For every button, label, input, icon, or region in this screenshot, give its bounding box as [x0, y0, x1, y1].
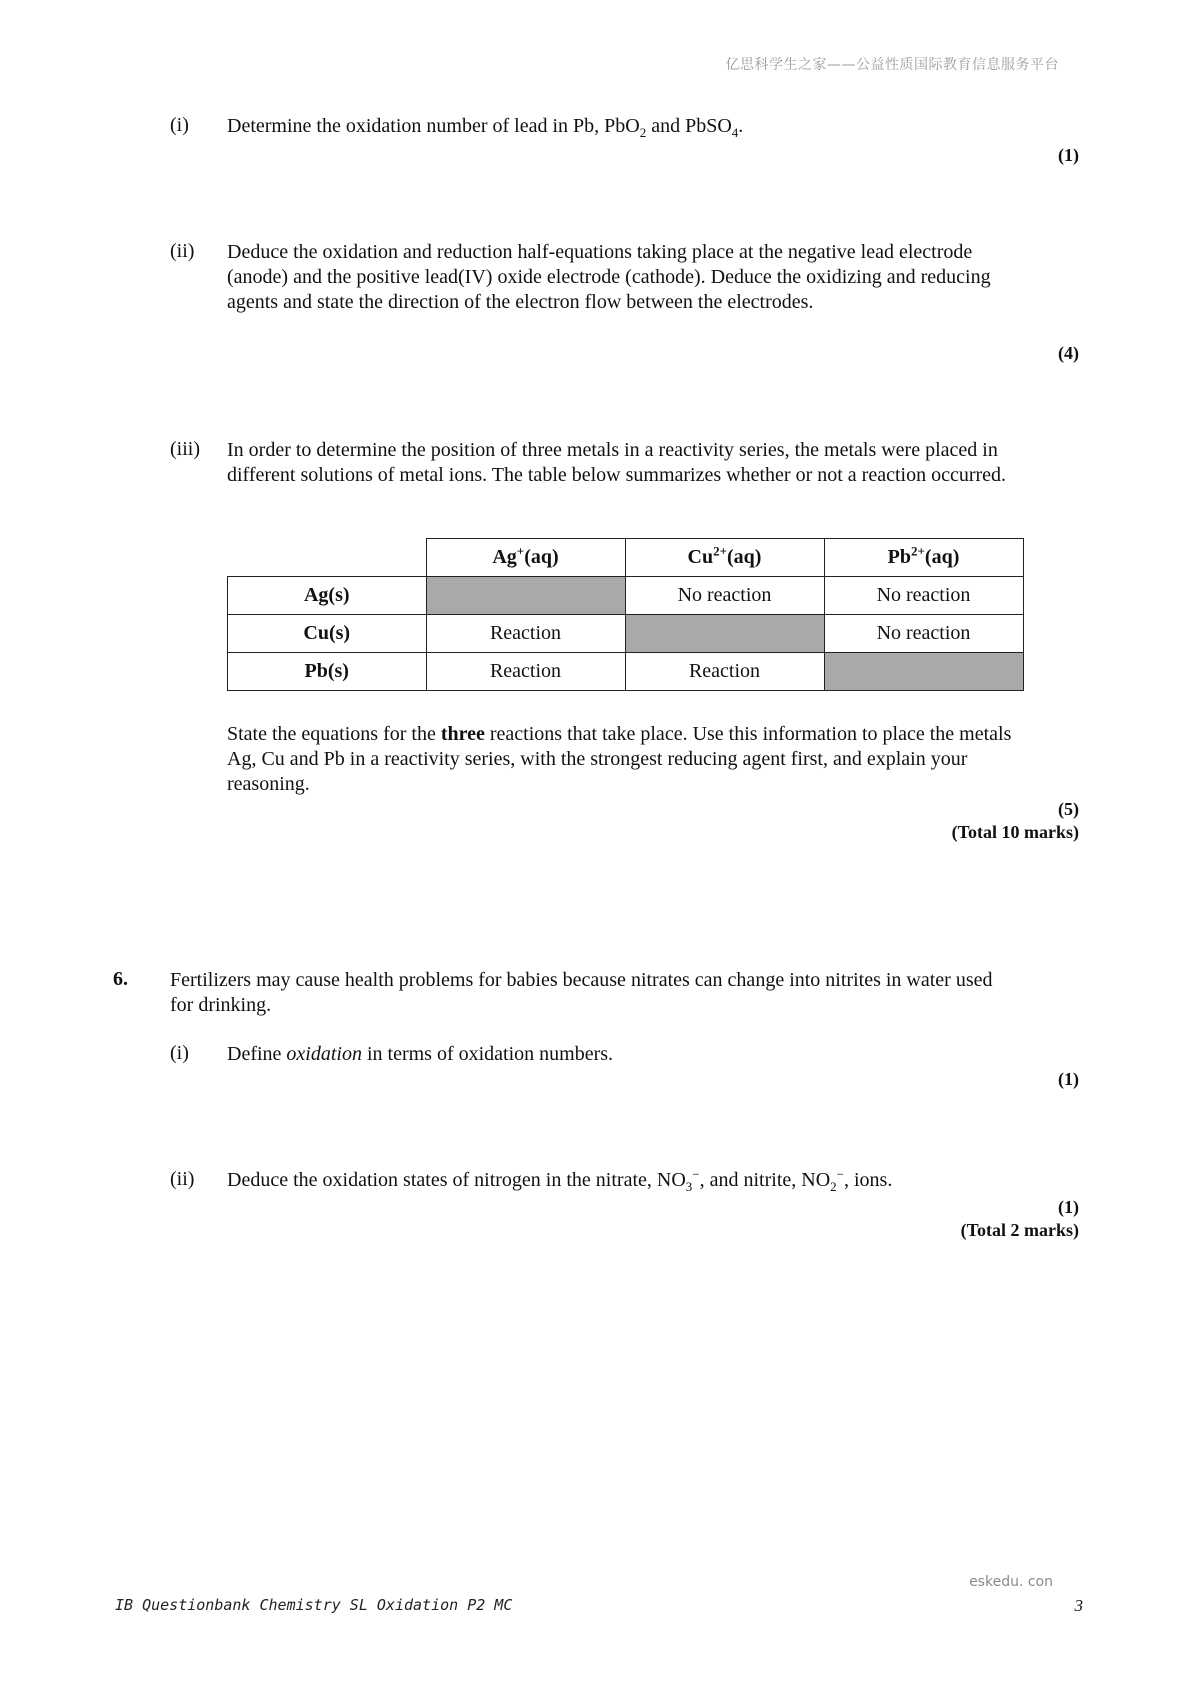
table-cell: Reaction [426, 653, 625, 691]
table-header-row [228, 539, 1024, 577]
q6-part-i-marks: (1) [1058, 1069, 1079, 1089]
row-header-cu: Cu(s) [228, 615, 427, 653]
q6-part-ii-label: (ii) [170, 1168, 195, 1190]
part-ii-marks: (4) [1058, 343, 1079, 363]
question-6-number: 6. [113, 968, 128, 990]
reactivity-table [227, 538, 1024, 691]
col-header-ag: Ag+(aq) [426, 539, 625, 577]
q6-part-ii-question: Deduce the oxidation states of nitrogen in the nitrate, $NO_3^-$, and nitrite, $NO_2^-$, ions. [227, 1166, 893, 1194]
question-6-total-marks: (Total 2 marks) [960, 1220, 1079, 1240]
part-i-marks: (1) [1058, 145, 1079, 165]
q6-part-i-label: (i) [170, 1042, 189, 1064]
table-corner-cell [228, 539, 427, 577]
page-number: 3 [1074, 1596, 1083, 1615]
part-ii-question: Deduce the oxidation and reduction half-equations taking place at the negative lead electrode (anode) and the positive lead(IV) oxide electrode (cathode). Deduce the oxidizing and reducing agents and state the direction of the electron flow between the electrodes. [227, 241, 991, 313]
table-cell-shaded [426, 577, 625, 615]
row-header-pb: Pb(s) [228, 653, 427, 691]
part-iii-question: In order to determine the position of three metals in a reactivity series, the metals were placed in different solutions of metal ions. The table below summarizes whether or not a reaction occurred. [227, 439, 1007, 486]
table-cell-shaded [625, 615, 824, 653]
part-i-label: (i) [170, 114, 189, 136]
col-header-pb: $Pb^{2+}(aq)$ [824, 539, 1023, 577]
table-cell: No reaction [824, 577, 1023, 615]
row-header-ag: Ag(s) [228, 577, 427, 615]
table-cell: Reaction [625, 653, 824, 691]
table-row [228, 577, 1024, 615]
q6-part-i-question: Define oxidation in terms of oxidation numbers. [227, 1043, 614, 1065]
table-cell: No reaction [824, 615, 1023, 653]
table-cell: No reaction [625, 577, 824, 615]
header-watermark: 亿思科学生之家——公益性质国际教育信息服务平台 [725, 57, 1059, 73]
q6-part-ii-marks: (1) [1058, 1197, 1079, 1217]
part-iii-label: (iii) [170, 438, 200, 460]
part-ii-label: (ii) [170, 240, 195, 262]
part-iii-marks: (5) [1058, 799, 1079, 819]
table-cell-shaded [824, 653, 1023, 691]
part-i-question: Determine the oxidation number of lead in Pb, PbO$_2$ and PbSO$_4$. [227, 115, 744, 140]
footer-title: IB Questionbank Chemistry SL Oxidation P2 MC [115, 1596, 513, 1614]
col-header-cu: $Cu^{2+}(aq)$ [625, 539, 824, 577]
question-5-total-marks: (Total 10 marks) [951, 822, 1079, 842]
part-iii-instructions: State the equations for the three reactions that take place. Use this information to place the metals Ag, Cu and Pb in a reactivity series, with the strongest reducing agent first, and explain your reasoning. [227, 723, 1012, 795]
footer-watermark: eskedu. con [969, 1574, 1053, 1590]
table-row [228, 615, 1024, 653]
table-row [228, 653, 1024, 691]
question-6-stem: Fertilizers may cause health problems for babies because nitrates can change into nitrites in water used for drinking. [170, 969, 993, 1016]
table-cell: Reaction [426, 615, 625, 653]
